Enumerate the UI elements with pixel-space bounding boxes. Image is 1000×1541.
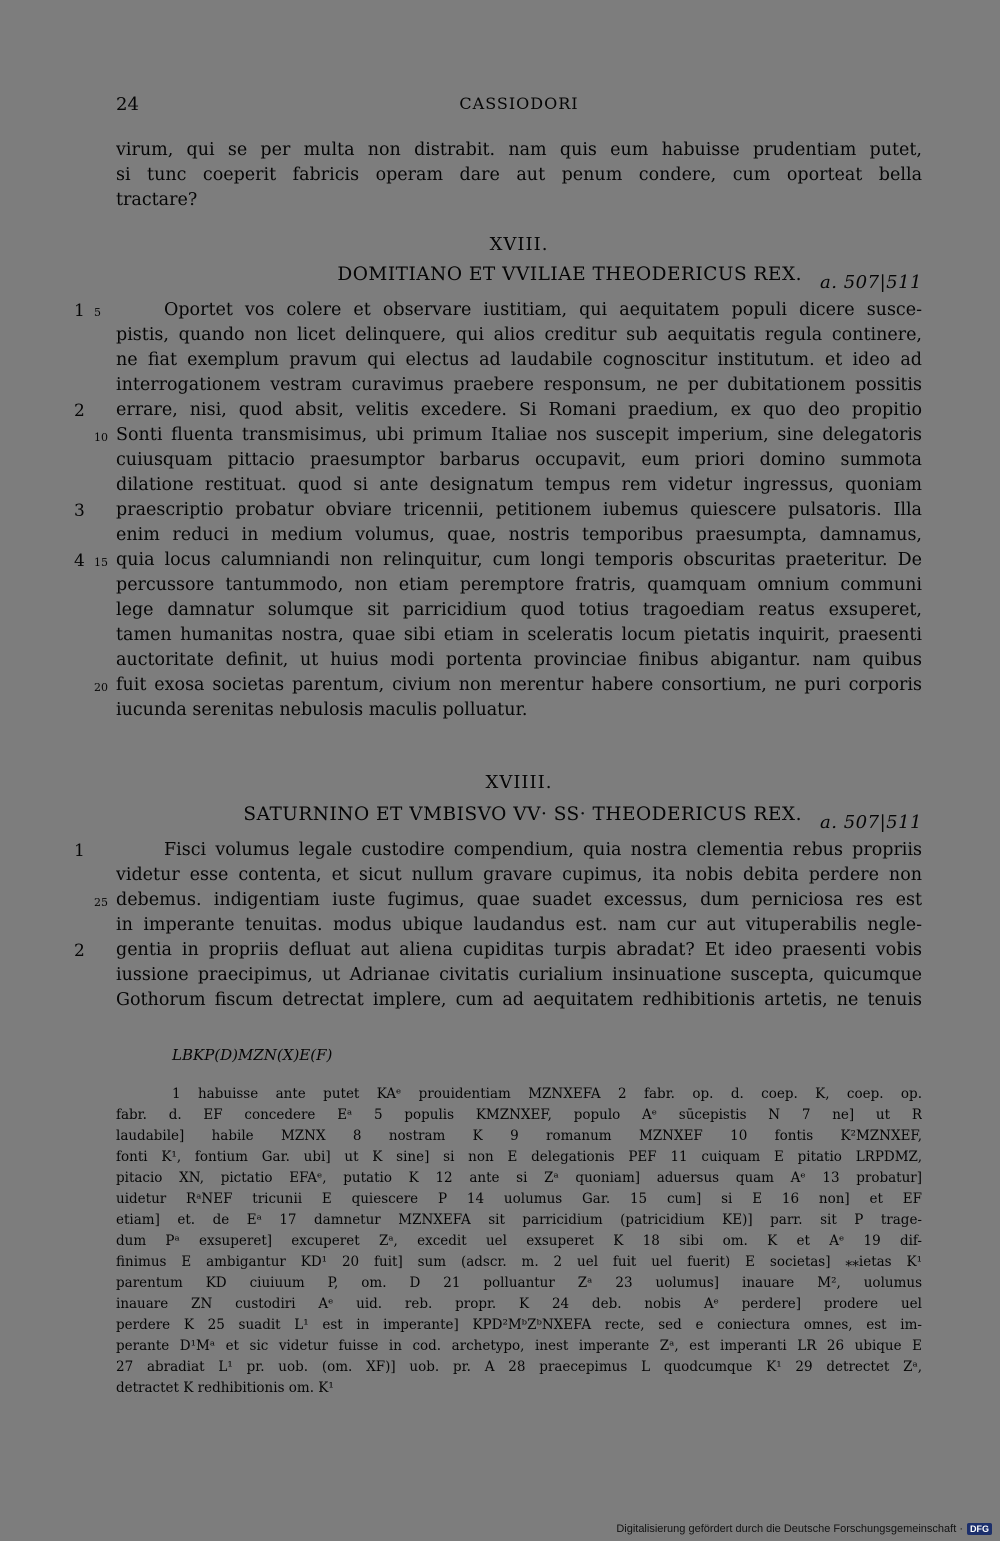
footer-text: Digitalisierung gefördert durch die Deutsche Forschungsgemeinschaft · bbox=[616, 1523, 963, 1535]
critical-apparatus bbox=[116, 1084, 922, 1399]
section-number: XVIIII. bbox=[485, 772, 553, 793]
dfg-logo: DFG bbox=[967, 1523, 992, 1535]
text-line: cuiusquam pittacio praesumptor barbarus occupavit, eum priori domino summota bbox=[116, 450, 922, 470]
text-line: errare, nisi, quod absit, velitis excedere. Si Romani praedium, ex quo deo propitio bbox=[116, 400, 922, 420]
paragraph-number: 1 bbox=[74, 301, 85, 321]
text-line: iucunda serenitas nebulosis maculis polluatur. bbox=[116, 700, 528, 720]
text-line: Gothorum fiscum detrectat implere, cum ad aequitatem redhibitionis artetis, ne tenuis bbox=[116, 990, 922, 1010]
line-number: 5 bbox=[94, 306, 101, 319]
text-line: iussione praecipimus, ut Adrianae civitatis curialium insinuatione suscepta, quicumque bbox=[116, 965, 922, 985]
apparatus-line: perante D¹Mᵃ et sic videtur fuisse in cod. archetypo, inest imperante Zᵃ, est imperanti LR 26 ubique E bbox=[116, 1338, 922, 1354]
text-line: praescriptio probatur obviare tricennii, petitionem iubemus quiescere pulsatoris. Illa bbox=[116, 500, 922, 520]
paragraph-number: 3 bbox=[74, 501, 85, 521]
section-date: a. 507|511 bbox=[820, 272, 922, 293]
text-line: tamen humanitas nostra, quae sibi etiam in sceleratis locum pietatis inquirit, praesenti bbox=[116, 625, 922, 645]
text-line: virum, qui se per multa non distrabit. nam quis eum habuisse prudentiam putet, bbox=[116, 140, 922, 160]
text-line: ne fiat exemplum pravum qui electus ad laudabile cognoscitur institutum. et ideo ad bbox=[116, 350, 922, 370]
text-line: lege damnatur solumque sit parricidium quod totius tragoediam reatus exsuperet, bbox=[116, 600, 922, 620]
section-number: XVIII. bbox=[489, 234, 549, 255]
apparatus-line: pitacio XN, pictatio EFAᵉ, putatio K 12 ante si Zᵃ quoniam] aduersus quam Aᵉ 13 probatur] bbox=[116, 1170, 922, 1186]
paragraph-number: 2 bbox=[74, 941, 85, 961]
section-title bbox=[116, 804, 922, 838]
text-line: fuit exosa societas parentum, civium non merentur habere consortium, ne puri corporis bbox=[116, 675, 922, 695]
line-number: 10 bbox=[94, 431, 108, 444]
apparatus-line: uidetur RᵃNEF tricunii E quiescere P 14 uolumus Gar. 15 cum] si E 16 non] et EF bbox=[116, 1191, 922, 1207]
line-number: 25 bbox=[94, 896, 108, 909]
text-line: in imperante tenuitas. modus ubique laudandus est. nam cur aut vituperabilis negle- bbox=[116, 915, 922, 935]
section-body bbox=[116, 838, 922, 1013]
line-number: 15 bbox=[94, 556, 108, 569]
text-line: auctoritate definit, ut huius modi portenta provinciae finibus abigantur. nam quibus bbox=[116, 650, 922, 670]
running-head: CASSIODORI bbox=[459, 94, 579, 113]
text-line: videtur esse contenta, et sicut nullum gravare cupimus, ita nobis debita perdere non bbox=[116, 865, 922, 885]
text-line: percussore tantummodo, non etiam peremptore fratris, quamquam omnium communi bbox=[116, 575, 922, 595]
apparatus-line: 1 habuisse ante putet KAᵉ prouidentiam MZNXEFA 2 fabr. op. d. coep. K, coep. op. bbox=[172, 1086, 922, 1102]
text-line: enim reduci in medium volumus, quae, nostris temporibus praesumpta, damnamus, bbox=[116, 525, 922, 545]
apparatus-line: dum Pᵃ exsuperet] excuperet Zᵃ, excedit uel exsuperet K 18 sibi om. K et Aᵉ 19 dif- bbox=[116, 1233, 922, 1249]
paragraph-number: 1 bbox=[74, 841, 85, 861]
text-line: quia locus calumniandi non relinquitur, cum longi temporis obscuritas praeteritur. De bbox=[116, 550, 922, 570]
text-line: Oportet vos colere et observare iustitiam, qui aequitatem populi dicere susce- bbox=[164, 300, 922, 320]
apparatus-line: etiam] et. de Eᵃ 17 damnetur MZNXEFA sit parricidium (patricidium KE)] parr. sit P trage- bbox=[116, 1212, 922, 1228]
apparatus-line: 27 abradiat L¹ pr. uob. (om. XF)] uob. pr. A 28 praecepimus L quodcumque K¹ 29 detrectet Zᵃ, bbox=[116, 1359, 922, 1375]
text-line: Fisci volumus legale custodire compendium, quia nostra clementia rebus propriis bbox=[164, 840, 922, 860]
section-title-text: DOMITIANO ET VVILIAE THEODERICUS REX. bbox=[337, 264, 802, 285]
paragraph-number: 2 bbox=[74, 401, 85, 421]
apparatus-line: laudabile] habile MZNX 8 nostram K 9 romanum MZNXEF 10 fontis K²MZNXEF, bbox=[116, 1128, 922, 1144]
text-line: pistis, quando non licet delinquere, qui alios creditur sub aequitatis regula continere, bbox=[116, 325, 922, 345]
digitization-footer bbox=[616, 1523, 992, 1535]
line-number: 20 bbox=[94, 681, 108, 694]
section-title bbox=[116, 264, 922, 298]
apparatus-line: fabr. d. EF concedere Eᵃ 5 populis KMZNXEF, populo Aᵉ sūcepistis N 7 ne] ut R bbox=[116, 1107, 922, 1123]
manuscript-sigla: LBKP(D)MZN(X)E(F) bbox=[172, 1046, 333, 1064]
page-header bbox=[116, 94, 922, 118]
apparatus-line: detractet K redhibitionis om. K¹ bbox=[116, 1380, 334, 1396]
page-number: 24 bbox=[116, 94, 139, 115]
apparatus-line: perdere K 25 suadit L¹ est in imperante] KPD²MᵇZᵇNXEFA recte, sed e coniectura omnes, est im- bbox=[116, 1317, 922, 1333]
text-line: gentia in propriis defluat aut aliena cupiditas turpis abradat? Et ideo praesenti vobis bbox=[116, 940, 922, 960]
section-title-text: SATURNINO ET VMBISVO VV· SS· THEODERICUS REX. bbox=[243, 804, 802, 825]
intro-text bbox=[116, 138, 922, 213]
apparatus-line: parentum KD ciuiuum P, om. D 21 polluantur Zᵃ 23 uolumus] inauare M², uolumus bbox=[116, 1275, 922, 1291]
paragraph-number: 4 bbox=[74, 551, 85, 571]
text-line: dilatione restituat. quod si ante designatum tempus rem videtur ingressus, quoniam bbox=[116, 475, 922, 495]
apparatus-line: inauare ZN custodiri Aᵉ uid. reb. propr. K 24 deb. nobis Aᵉ perdere] prodere uel bbox=[116, 1296, 922, 1312]
apparatus-line: finimus E ambigantur KD¹ 20 fuit] sum (adscr. m. 2 uel fuit uel fuerit) E societas] ⁎⁎ietas K¹ bbox=[116, 1254, 922, 1270]
text-line: tractare? bbox=[116, 190, 198, 210]
text-line: interrogationem vestram curavimus praebere responsum, ne per dubitationem possitis bbox=[116, 375, 922, 395]
section-body bbox=[116, 298, 922, 723]
text-line: Sonti fluenta transmisimus, ubi primum Italiae nos suscepit imperium, sine delegatoris bbox=[116, 425, 922, 445]
apparatus-line: fonti K¹, fontium Gar. ubi] ut K sine] si non E delegationis PEF 11 cuiquam E pitatio LRPDMZ, bbox=[116, 1149, 922, 1165]
text-line: si tunc coeperit fabricis operam dare aut penum condere, cum oporteat bella bbox=[116, 165, 922, 185]
section-date: a. 507|511 bbox=[820, 812, 922, 833]
text-line: debemus. indigentiam iuste fugimus, quae suadet excessus, dum perniciosa res est bbox=[116, 890, 922, 910]
